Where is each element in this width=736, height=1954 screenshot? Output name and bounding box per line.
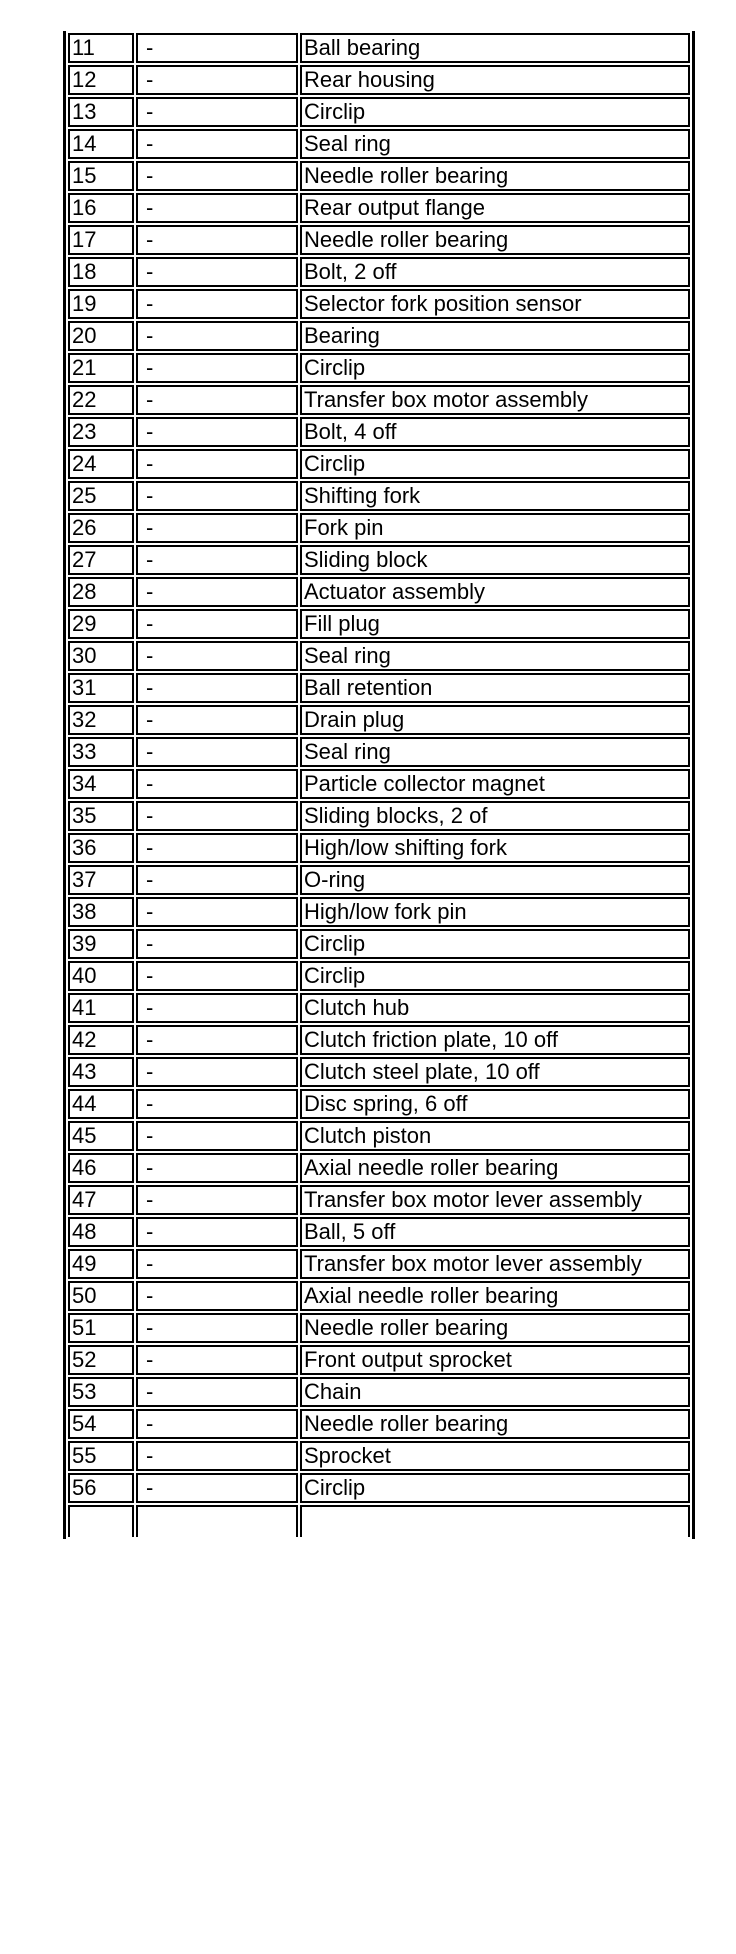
part-description-cell: Sliding block [300,545,690,575]
part-description-cell: Fork pin [300,513,690,543]
table-row [68,577,690,607]
part-number-cell: 39 [68,929,134,959]
part-description-cell: O-ring [300,865,690,895]
part-number-cell: 25 [68,481,134,511]
part-number-cell: 15 [68,161,134,191]
separator-cell: - [136,1025,298,1055]
part-description-cell: Needle roller bearing [300,225,690,255]
part-number-cell: 37 [68,865,134,895]
table-row [68,1025,690,1055]
separator-cell: - [136,1441,298,1471]
table-row [68,609,690,639]
part-number-cell: 47 [68,1185,134,1215]
part-description-cell: Selector fork position sensor [300,289,690,319]
part-description-cell: Circlip [300,449,690,479]
part-number-cell: 29 [68,609,134,639]
separator-cell: - [136,33,298,63]
part-description-cell: Particle collector magnet [300,769,690,799]
table-row [68,833,690,863]
part-number-cell: 44 [68,1089,134,1119]
part-description-cell: Ball retention [300,673,690,703]
separator-cell: - [136,609,298,639]
part-description-cell: Ball, 5 off [300,1217,690,1247]
empty-cell [68,1505,134,1537]
part-number-cell: 21 [68,353,134,383]
part-description-cell: Circlip [300,1473,690,1503]
part-description-cell: Transfer box motor assembly [300,385,690,415]
separator-cell: - [136,1153,298,1183]
table-row [68,769,690,799]
table-row [68,1377,690,1407]
part-number-cell: 30 [68,641,134,671]
table-row [68,1057,690,1087]
table-row [68,993,690,1023]
part-number-cell: 22 [68,385,134,415]
table-row [68,705,690,735]
part-number-cell: 41 [68,993,134,1023]
separator-cell: - [136,993,298,1023]
table-row [68,225,690,255]
part-number-cell: 12 [68,65,134,95]
part-description-cell: Chain [300,1377,690,1407]
separator-cell: - [136,97,298,127]
table-row [68,321,690,351]
part-description-cell: Shifting fork [300,481,690,511]
table-row [68,385,690,415]
part-description-cell: Clutch piston [300,1121,690,1151]
table-row [68,1153,690,1183]
part-description-cell: Seal ring [300,129,690,159]
separator-cell: - [136,385,298,415]
part-description-cell: Transfer box motor lever assembly [300,1249,690,1279]
separator-cell: - [136,513,298,543]
part-description-cell: Disc spring, 6 off [300,1089,690,1119]
separator-cell: - [136,65,298,95]
separator-cell: - [136,673,298,703]
separator-cell: - [136,417,298,447]
separator-cell: - [136,161,298,191]
table-row [68,1441,690,1471]
part-number-cell: 32 [68,705,134,735]
table-row [68,353,690,383]
part-description-cell: Axial needle roller bearing [300,1281,690,1311]
part-number-cell: 20 [68,321,134,351]
part-number-cell: 16 [68,193,134,223]
separator-cell: - [136,449,298,479]
separator-cell: - [136,897,298,927]
part-number-cell: 53 [68,1377,134,1407]
part-number-cell: 38 [68,897,134,927]
separator-cell: - [136,225,298,255]
part-number-cell: 48 [68,1217,134,1247]
separator-cell: - [136,545,298,575]
table-row [68,449,690,479]
part-number-cell: 51 [68,1313,134,1343]
table-row [68,289,690,319]
part-number-cell: 19 [68,289,134,319]
part-description-cell: Clutch hub [300,993,690,1023]
table-row [68,1185,690,1215]
part-number-cell: 13 [68,97,134,127]
table-row [68,97,690,127]
table-row [68,417,690,447]
part-description-cell: High/low shifting fork [300,833,690,863]
part-number-cell: 33 [68,737,134,767]
table-row [68,1473,690,1503]
separator-cell: - [136,1409,298,1439]
parts-table-body [68,33,690,1537]
part-description-cell: High/low fork pin [300,897,690,927]
table-row [68,1217,690,1247]
separator-cell: - [136,1121,298,1151]
table-row [68,961,690,991]
part-description-cell: Seal ring [300,737,690,767]
table-row [68,545,690,575]
part-description-cell: Rear output flange [300,193,690,223]
table-row [68,1121,690,1151]
part-description-cell: Drain plug [300,705,690,735]
part-number-cell: 14 [68,129,134,159]
part-number-cell: 52 [68,1345,134,1375]
part-number-cell: 49 [68,1249,134,1279]
separator-cell: - [136,481,298,511]
part-description-cell: Ball bearing [300,33,690,63]
part-number-cell: 24 [68,449,134,479]
part-description-cell: Rear housing [300,65,690,95]
part-number-cell: 56 [68,1473,134,1503]
separator-cell: - [136,1249,298,1279]
empty-cell [136,1505,298,1537]
table-row [68,257,690,287]
table-row [68,641,690,671]
separator-cell: - [136,1313,298,1343]
table-row [68,129,690,159]
separator-cell: - [136,865,298,895]
part-number-cell: 43 [68,1057,134,1087]
separator-cell: - [136,1377,298,1407]
table-row [68,737,690,767]
part-number-cell: 26 [68,513,134,543]
table-row-empty [68,1505,690,1537]
part-number-cell: 27 [68,545,134,575]
part-description-cell: Seal ring [300,641,690,671]
part-description-cell: Bolt, 2 off [300,257,690,287]
separator-cell: - [136,353,298,383]
table-row [68,1313,690,1343]
separator-cell: - [136,321,298,351]
part-number-cell: 34 [68,769,134,799]
table-row [68,801,690,831]
separator-cell: - [136,833,298,863]
separator-cell: - [136,577,298,607]
table-row [68,65,690,95]
part-description-cell: Circlip [300,97,690,127]
separator-cell: - [136,769,298,799]
part-description-cell: Fill plug [300,609,690,639]
table-row [68,513,690,543]
part-number-cell: 17 [68,225,134,255]
separator-cell: - [136,257,298,287]
separator-cell: - [136,1089,298,1119]
part-description-cell: Sliding blocks, 2 of [300,801,690,831]
part-description-cell: Clutch friction plate, 10 off [300,1025,690,1055]
separator-cell: - [136,1217,298,1247]
table-row [68,897,690,927]
part-description-cell: Axial needle roller bearing [300,1153,690,1183]
part-number-cell: 11 [68,33,134,63]
separator-cell: - [136,1281,298,1311]
table-row [68,193,690,223]
part-number-cell: 18 [68,257,134,287]
separator-cell: - [136,705,298,735]
part-number-cell: 55 [68,1441,134,1471]
part-description-cell: Clutch steel plate, 10 off [300,1057,690,1087]
table-row [68,1249,690,1279]
separator-cell: - [136,1057,298,1087]
separator-cell: - [136,929,298,959]
table-row [68,161,690,191]
table-row [68,481,690,511]
separator-cell: - [136,1345,298,1375]
empty-cell [300,1505,690,1537]
separator-cell: - [136,129,298,159]
table-row [68,1345,690,1375]
part-description-cell: Bearing [300,321,690,351]
separator-cell: - [136,641,298,671]
part-description-cell: Front output sprocket [300,1345,690,1375]
separator-cell: - [136,193,298,223]
part-description-cell: Needle roller bearing [300,161,690,191]
table-row [68,1089,690,1119]
separator-cell: - [136,1185,298,1215]
part-description-cell: Circlip [300,353,690,383]
separator-cell: - [136,1473,298,1503]
separator-cell: - [136,737,298,767]
part-number-cell: 50 [68,1281,134,1311]
part-number-cell: 36 [68,833,134,863]
table-row [68,929,690,959]
part-number-cell: 40 [68,961,134,991]
table-row [68,33,690,63]
separator-cell: - [136,961,298,991]
table-row [68,865,690,895]
part-number-cell: 46 [68,1153,134,1183]
part-description-cell: Sprocket [300,1441,690,1471]
table-row [68,673,690,703]
part-description-cell: Circlip [300,961,690,991]
part-description-cell: Needle roller bearing [300,1409,690,1439]
table-row [68,1409,690,1439]
part-number-cell: 45 [68,1121,134,1151]
part-description-cell: Actuator assembly [300,577,690,607]
table-row [68,1281,690,1311]
parts-table [63,31,695,1539]
separator-cell: - [136,801,298,831]
part-description-cell: Needle roller bearing [300,1313,690,1343]
part-description-cell: Bolt, 4 off [300,417,690,447]
part-number-cell: 42 [68,1025,134,1055]
part-number-cell: 35 [68,801,134,831]
part-description-cell: Circlip [300,929,690,959]
part-number-cell: 54 [68,1409,134,1439]
part-number-cell: 28 [68,577,134,607]
part-number-cell: 31 [68,673,134,703]
separator-cell: - [136,289,298,319]
part-number-cell: 23 [68,417,134,447]
part-description-cell: Transfer box motor lever assembly [300,1185,690,1215]
